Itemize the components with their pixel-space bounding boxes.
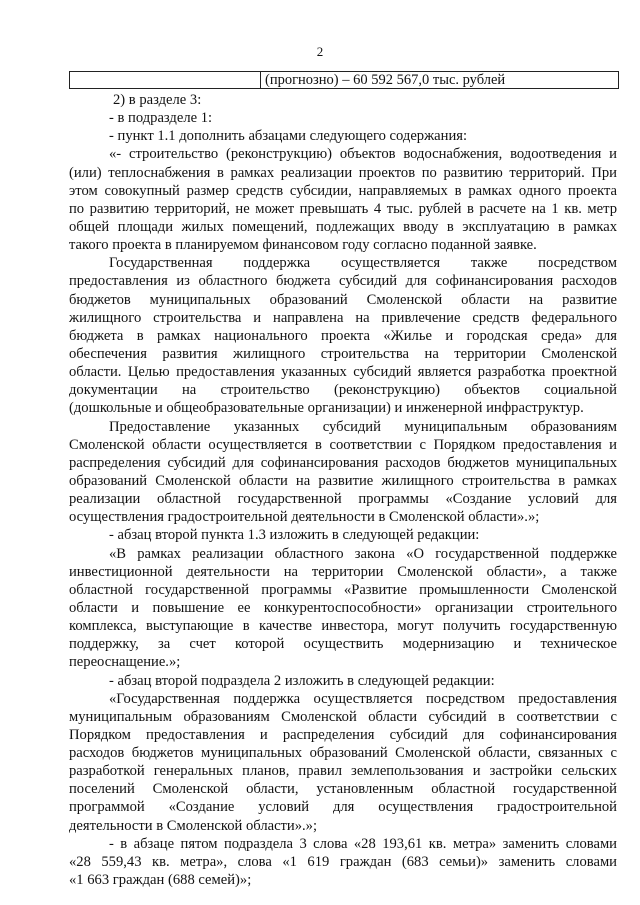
- text-line: «В рамках реализации областного закона «О государственной поддержке: [109, 545, 617, 562]
- text-line: - абзац второй подраздела 2 изложить в следующей редакции:: [109, 672, 495, 689]
- text-line: области. Целью предоставления указанных субсидий является разработка проектной: [69, 364, 617, 381]
- text-line: Порядком предоставления и распределения субсидий для софинансирования: [69, 726, 617, 743]
- text-line: распределения субсидий для софинансирования расходов бюджетов муниципальных: [69, 454, 617, 471]
- text-line: бюджета в рамках национального проекта «Жилье и городская среда» для: [69, 327, 617, 344]
- table-fragment: [69, 71, 619, 89]
- text-line: - в абзаце пятом подраздела 3 слова «28 193,61 кв. метра» заменить словами: [109, 835, 617, 852]
- text-line: реализации областной государственной программы «Создание условий для: [69, 491, 617, 508]
- page-number: 2: [316, 44, 324, 59]
- text-line: поддержку, за счет которой осуществить модернизацию и техническое: [69, 636, 617, 653]
- text-line: комплекса, выступающие в качестве инвестора, могут получить государственную: [69, 618, 617, 635]
- text-line: (дошкольные и общеобразовательные организации) и инженерной инфраструктур.: [69, 400, 584, 417]
- text-line: области и повышение ее конкурентоспособности» организации строительного: [69, 599, 617, 616]
- text-line: жилищного строительства и направлена на привлечение средств федерального: [69, 309, 617, 326]
- text-line: - пункт 1.1 дополнить абзацами следующего содержания:: [109, 128, 468, 145]
- text-line: расходов бюджетов муниципальных образований Смоленской области, связанных с: [69, 745, 617, 762]
- text-line: документации на строительство (реконструкцию) объектов социальной: [69, 382, 617, 399]
- text-line: «1 663 граждан (688 семей)»;: [69, 872, 252, 889]
- text-line: (или) теплоснабжения в рамках реализации проектов по развитию территорий. При: [69, 164, 617, 181]
- text-line: такого проекта в планируемом финансовом году согласно поданной заявке.: [69, 237, 537, 254]
- text-line: по развитию территорий, не может превышать 4 тыс. рублей в расчете на 1 кв. метр: [69, 200, 617, 217]
- text-line: инвестиционной деятельности на территории Смоленской области», а также: [69, 563, 617, 580]
- text-line: Смоленской области осуществляется в соответствии с Порядком предоставления и: [69, 436, 617, 453]
- text-line: Предоставление указанных субсидий муниципальным образованиям: [109, 418, 617, 435]
- text-line: - абзац второй пункта 1.3 изложить в следующей редакции:: [109, 527, 480, 544]
- table-cell-forecast: (прогнозно) – 60 592 567,0 тыс. рублей: [265, 72, 506, 88]
- text-line: - в подразделе 1:: [109, 110, 213, 127]
- text-line: осуществления градостроительной деятельности в Смоленской области».»;: [69, 509, 540, 526]
- text-line: 2) в разделе 3:: [113, 92, 202, 108]
- text-line: деятельности в Смоленской области».»;: [69, 817, 318, 834]
- text-line: «Государственная поддержка осуществляется посредством предоставления: [109, 690, 617, 707]
- text-line: предоставления из областного бюджета субсидий для софинансирования расходов: [69, 273, 617, 290]
- text-line: переоснащение.»;: [69, 654, 181, 671]
- text-line: муниципальным образованиям Смоленской области субсидий в соответствии с: [69, 708, 617, 725]
- text-line: этом совокупный размер средств субсидии, направляемых в рамках одного проекта: [69, 182, 617, 199]
- text-line: областной государственной программы «Развитие промышленности Смоленской: [69, 581, 617, 598]
- text-line: Государственная поддержка осуществляется также посредством: [109, 255, 617, 272]
- text-line: обеспечения развития жилищного строительства на территории Смоленской: [69, 345, 617, 362]
- table-cell-empty: [70, 72, 261, 88]
- text-line: бюджетов муниципальных образований Смоленской области на развитие: [69, 291, 617, 308]
- text-line: общей площади жилых помещений, подлежащих вводу в эксплуатацию в рамках: [69, 218, 617, 235]
- document-body: [69, 91, 617, 889]
- text-line: «- строительство (реконструкцию) объектов водоснабжения, водоотведения и: [109, 146, 617, 163]
- text-line: «28 559,43 кв. метра», слова «1 619 граждан (683 семьи)» заменить словами: [69, 853, 617, 870]
- text-line: образований Смоленской области на развитие жилищного строительства в рамках: [69, 472, 617, 489]
- text-line: поселений Смоленской области, установленным областной государственной: [69, 781, 617, 798]
- text-line: разработкой генеральных планов, правил землепользования и застройки сельских: [69, 763, 617, 780]
- text-line: программой «Создание условий для осуществления градостроительной: [69, 799, 617, 816]
